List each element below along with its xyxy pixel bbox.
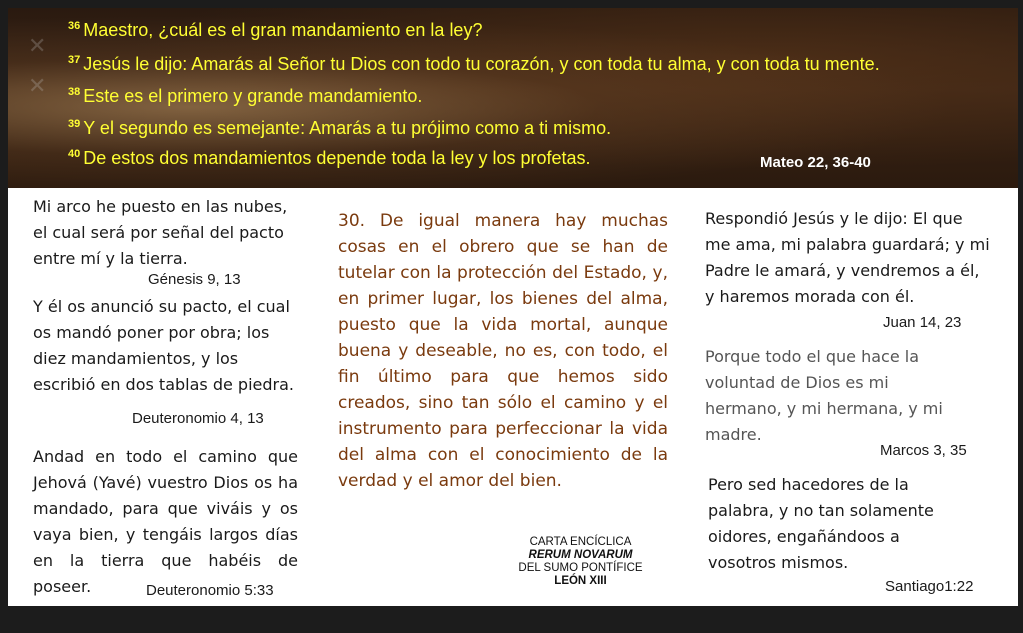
left-reference-1: Génesis 9, 13 bbox=[148, 271, 241, 288]
encyclical-author: LEÓN XIII bbox=[554, 575, 607, 587]
verse-39: $^{39}$ Y el segundo es semejante: Amarás a tu prójimo como a ti mismo. bbox=[68, 118, 612, 138]
left-reference-3: Deuteronomio 5:33 bbox=[146, 582, 274, 599]
verse-40: $^{40}$ De estos dos mandamientos depende toda la ley y los profetas. bbox=[68, 148, 591, 168]
verse-38: $^{38}$ Este es el primero y grande mandamiento. bbox=[68, 86, 423, 106]
left-passage-2: Y él os anunció su pacto, el cual os mandó poner por obra; los diez mandamientos, y los escribió en dos tablas de piedra. bbox=[33, 297, 294, 394]
encyclical-line-1: CARTA ENCÍCLICA bbox=[529, 536, 632, 548]
verses-banner bbox=[8, 8, 1018, 188]
encyclical-title: RERUM NOVARUM bbox=[528, 549, 633, 561]
encyclical-passage: 30. De igual manera hay muchas cosas en el obrero que se han de tutelar con la protección del Estado, y, en primer lugar, los bienes del alma, puesto que la vida mortal, aunque buena y deseable, no es, con todo, el fin último para que hemos sido creados, sino tan sólo el camino y el instrumento para perfeccionar la vida del alma con el conocimiento de la verdad y el amor del bien. bbox=[338, 211, 668, 491]
close-icon: ✕ bbox=[28, 34, 47, 59]
right-reference-3: Santiago1:22 bbox=[885, 578, 974, 595]
content-card bbox=[8, 188, 1018, 606]
encyclical-citation bbox=[503, 536, 658, 588]
verse-36: $^{36}$ Maestro, ¿cuál es el gran mandamiento en la ley? bbox=[68, 20, 483, 40]
left-passage-3: Andad en todo el camino que Jehová (Yavé) vuestro Dios os ha mandado, para que viváis y os vaya bien, y tengáis largos días en la tierra que habéis de poseer. bbox=[33, 447, 298, 596]
left-reference-2: Deuteronomio 4, 13 bbox=[132, 410, 264, 427]
right-reference-2: Marcos 3, 35 bbox=[880, 442, 967, 459]
verse-37: $^{37}$ Jesús le dijo: Amarás al Señor tu Dios con todo tu corazón, y con toda tu alma, y con toda tu mente. bbox=[68, 54, 880, 74]
verses-reference: Mateo 22, 36-40 bbox=[760, 154, 871, 171]
encyclical-line-3: DEL SUMO PONTÍFICE bbox=[518, 562, 643, 574]
close-icon: ✕ bbox=[28, 74, 47, 99]
right-passage-2: Porque todo el que hace la voluntad de Dios es mi hermano, y mi hermana, y mi madre. bbox=[705, 347, 943, 444]
right-reference-1: Juan 14, 23 bbox=[883, 314, 962, 331]
left-passage-1: Mi arco he puesto en las nubes, el cual será por señal del pacto entre mí y la tierra. bbox=[33, 197, 288, 268]
right-passage-1: Respondió Jesús y le dijo: El que me ama, mi palabra guardará; y mi Padre le amará, y vendremos a él, y haremos morada con él. bbox=[705, 209, 990, 306]
right-passage-3: Pero sed hacedores de la palabra, y no tan solamente oidores, engañándoos a vosotros mismos. bbox=[708, 475, 934, 572]
